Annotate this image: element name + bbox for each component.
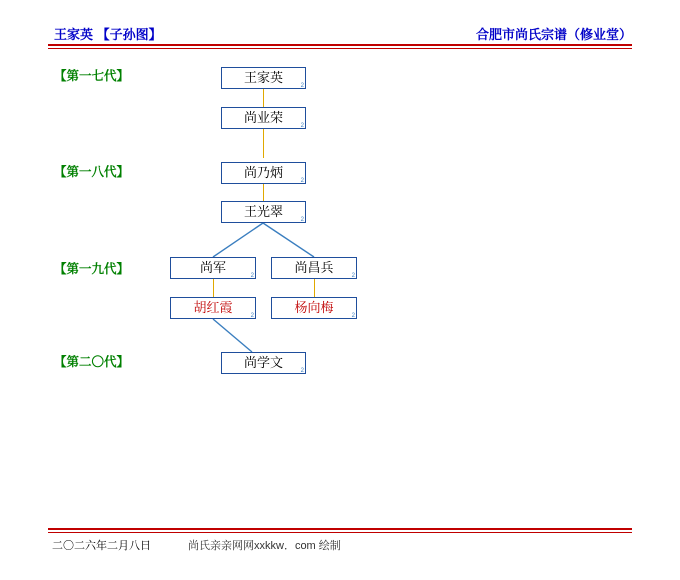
person-name: 王光翠 — [243, 204, 283, 219]
link-shangchangbing-yangxiangmei — [314, 279, 315, 298]
person-name: 胡红霞 — [193, 300, 233, 315]
person-node-shangnaibing[interactable] — [221, 162, 306, 184]
person-node-wangguangcui[interactable] — [221, 201, 306, 223]
node-marker: 2 — [300, 217, 304, 223]
node-marker: 2 — [250, 313, 254, 319]
node-marker: 2 — [300, 368, 304, 374]
person-name: 尚学文 — [243, 355, 283, 370]
person-name: 尚昌兵 — [294, 260, 334, 275]
generation-label-18: 【第一八代】 — [54, 165, 130, 179]
person-name: 尚业荣 — [243, 110, 283, 125]
person-name: 尚乃炳 — [243, 165, 283, 180]
person-node-shangyerong[interactable] — [221, 107, 306, 129]
footer-credit: 尚氏亲亲网网xxkkw．com 绘制 — [188, 540, 341, 552]
link-shangyerong-shangnaibing — [263, 129, 264, 158]
node-marker: 2 — [300, 123, 304, 129]
person-node-shangchangbing[interactable] — [271, 257, 357, 279]
person-node-huhongxia[interactable] — [170, 297, 256, 319]
link-shangjun-huhongxia — [213, 279, 214, 298]
person-node-shangjun[interactable] — [170, 257, 256, 279]
node-marker: 2 — [351, 313, 355, 319]
generation-label-19: 【第一九代】 — [54, 262, 130, 276]
footer-date: 二〇二六年二月八日 — [52, 540, 151, 552]
person-name: 尚军 — [199, 260, 226, 275]
node-marker: 2 — [351, 273, 355, 279]
node-marker: 2 — [300, 83, 304, 89]
person-name: 杨向梅 — [294, 300, 334, 315]
node-marker: 2 — [250, 273, 254, 279]
person-name: 王家英 — [243, 70, 283, 85]
person-node-shangxuewen[interactable] — [221, 352, 306, 374]
node-marker: 2 — [300, 178, 304, 184]
generation-label-20: 【第二〇代】 — [54, 355, 130, 369]
generation-label-17: 【第一七代】 — [54, 69, 130, 83]
book-title: 合肥市尚氏宗谱（修业堂） — [475, 27, 632, 42]
person-node-yangxiangmei[interactable] — [271, 297, 357, 319]
person-node-wangjiaying[interactable] — [221, 67, 306, 89]
chart-title: 王家英 【子孙图】 — [54, 27, 162, 42]
